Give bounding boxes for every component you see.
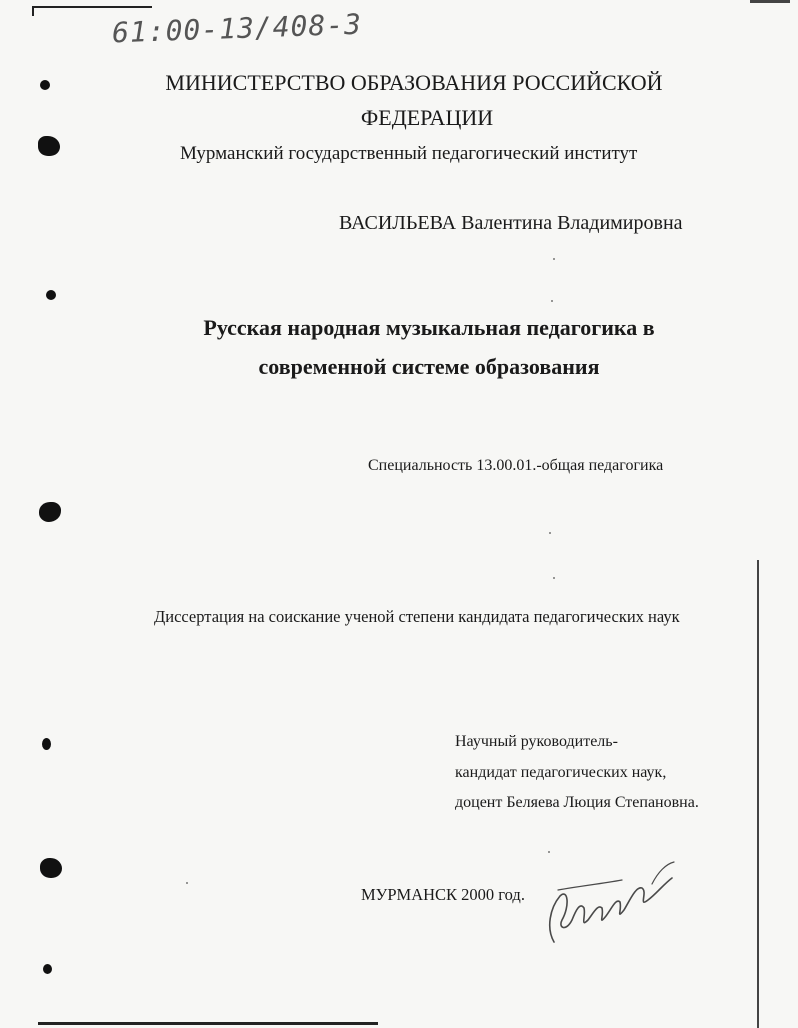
supervisor-degree: кандидат педагогических наук,	[455, 764, 667, 781]
signature-image	[540, 850, 680, 960]
punch-hole	[46, 290, 56, 300]
scan-speck	[553, 577, 555, 579]
punch-hole	[42, 738, 51, 750]
punch-hole	[38, 136, 60, 156]
dissertation-title-line1: Русская народная музыкальная педагогика в	[203, 315, 655, 340]
supervisor-role: Научный руководитель-	[455, 733, 618, 750]
institute-name: Мурманский государственный педагогический институт	[180, 143, 638, 164]
scan-speck	[549, 532, 551, 534]
scan-speck	[551, 300, 553, 302]
supervisor-name: доцент Беляева Люция Степановна.	[455, 794, 699, 811]
ministry-name-line1: МИНИСТЕРСТВО ОБРАЗОВАНИЯ РОССИЙСКОЙ	[165, 70, 663, 95]
scan-speck	[553, 258, 555, 260]
specialty: Специальность 13.00.01.-общая педагогика	[368, 457, 664, 474]
punch-hole	[39, 502, 61, 522]
scan-corner-mark	[750, 0, 790, 3]
scan-border-right	[757, 560, 759, 1028]
scan-border-top-corner	[32, 6, 34, 16]
dissertation-description: Диссертация на соискание ученой степени кандидата педагогических наук	[154, 607, 680, 626]
city-and-year: МУРМАНСК 2000 год.	[361, 885, 525, 904]
archive-code-handwritten: 61:00-13/408-3	[111, 7, 363, 50]
scan-border-bottom	[38, 1022, 378, 1025]
dissertation-title-line2: современной системе образования	[258, 354, 600, 379]
punch-hole	[43, 964, 52, 974]
author-name: ВАСИЛЬЕВА Валентина Владимировна	[339, 212, 683, 234]
ministry-name-line2: ФЕДЕРАЦИИ	[360, 105, 494, 130]
scan-border-top	[32, 6, 152, 8]
punch-hole	[40, 858, 62, 878]
scan-speck	[186, 882, 188, 884]
